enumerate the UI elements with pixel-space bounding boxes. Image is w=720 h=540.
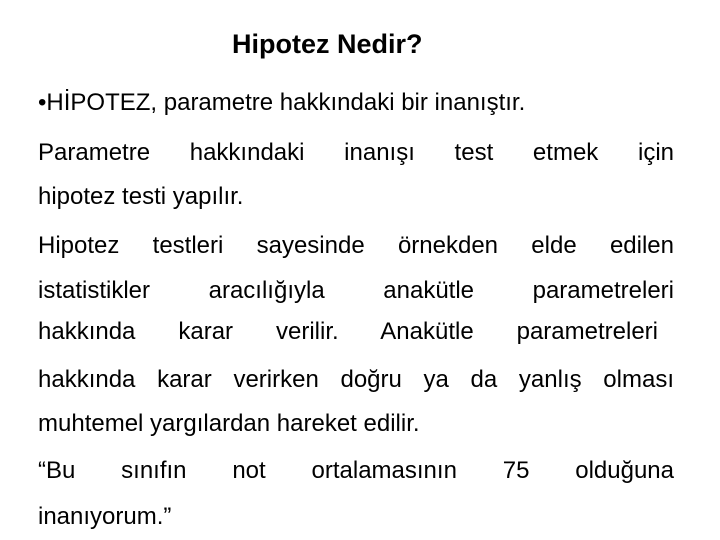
- paragraph-2-line-2: hipotez testi yapılır.: [38, 183, 244, 210]
- slide-title: Hipotez Nedir?: [232, 29, 423, 59]
- paragraph-3-line-2: istatistikler aracılığıyla anakütle parametreleri: [38, 277, 674, 304]
- paragraph-3-line-3: hakkında karar verilir. Anakütle parametreleri: [38, 318, 658, 345]
- paragraph-3-line-5: muhtemel yargılardan hareket edilir.: [38, 410, 420, 437]
- paragraph-3-line-1: Hipotez testleri sayesinde örnekden elde edilen: [38, 232, 674, 259]
- paragraph-2-line-1: Parametre hakkındaki inanışı test etmek için: [38, 139, 674, 166]
- paragraph-4-line-2: inanıyorum.”: [38, 503, 172, 530]
- bullet-hipotez-definition: •HİPOTEZ, parametre hakkındaki bir inanıştır.: [38, 89, 526, 116]
- paragraph-4-line-1: “Bu sınıfın not ortalamasının 75 olduğuna: [38, 457, 674, 484]
- paragraph-3-line-4: hakkında karar verirken doğru ya da yanlış olması: [38, 366, 674, 393]
